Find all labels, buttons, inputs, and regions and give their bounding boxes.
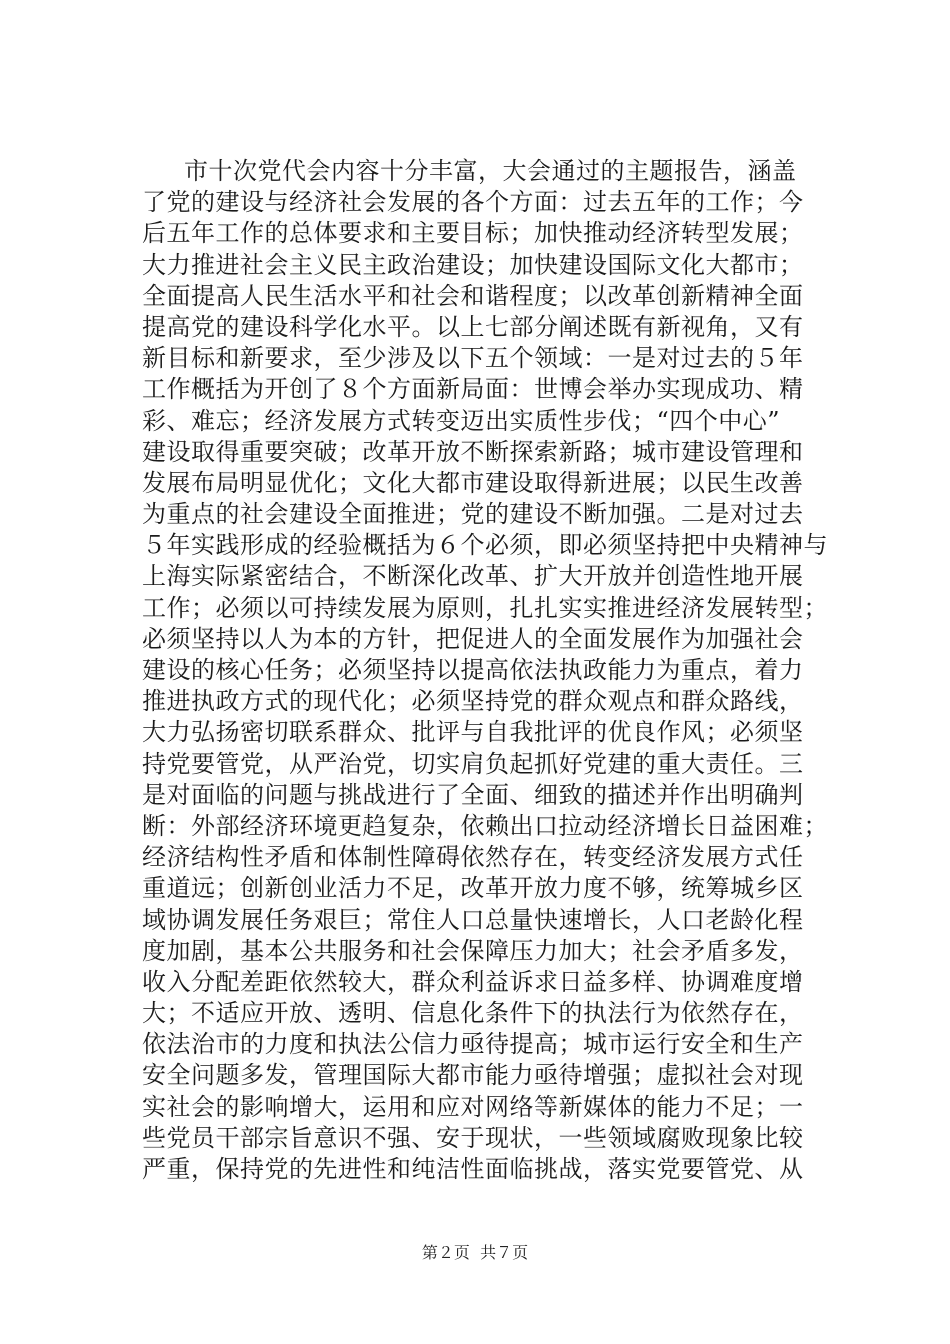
- paragraph-line: 建设取得重要突破；改革开放不断探索新路；城市建设管理和: [142, 437, 804, 466]
- paragraph-line: 为重点的社会建设全面推进；党的建设不断加强。二是对过去: [142, 500, 804, 529]
- paragraph-line: 后五年工作的总体要求和主要目标；加快推动经济转型发展；: [142, 219, 804, 248]
- page-footer: [0, 1243, 950, 1263]
- paragraph-line: 工作；必须以可持续发展为原则，扎扎实实推进经济发展转型；: [142, 593, 828, 622]
- paragraph-line: 些党员干部宗旨意识不强、安于现状，一些领域腐败现象比较: [142, 1123, 804, 1152]
- page-number: 第２页: [421, 1243, 470, 1262]
- paragraph-line: 工作概括为开创了８个方面新局面：世博会举办实现成功、精: [142, 375, 804, 404]
- page-total: 共７页: [480, 1243, 529, 1262]
- paragraph-line: 提高党的建设科学化水平。以上七部分阐述既有新视角，又有: [142, 312, 804, 341]
- paragraph-line: 了党的建设与经济社会发展的各个方面：过去五年的工作；今: [142, 188, 804, 217]
- paragraph-line: 发展布局明显优化；文化大都市建设取得新进展；以民生改善: [142, 468, 804, 497]
- paragraph-line: 大力推进社会主义民主政治建设；加快建设国际文化大都市；: [142, 250, 804, 279]
- paragraph-line: 实社会的影响增大，运用和应对网络等新媒体的能力不足；一: [142, 1092, 804, 1121]
- paragraph-line: 必须坚持以人为本的方针，把促进人的全面发展作为加强社会: [142, 624, 804, 653]
- paragraph-line: 建设的核心任务；必须坚持以提高依法执政能力为重点，着力: [142, 656, 804, 684]
- paragraph-line: 新目标和新要求，至少涉及以下五个领域：一是对过去的５年: [142, 344, 804, 373]
- paragraph-line: 断：外部经济环境更趋复杂，依赖出口拉动经济增长日益困难；: [142, 811, 828, 840]
- paragraph-line: 彩、难忘；经济发展方式转变迈出实质性步伐；“四个中心”: [142, 406, 781, 435]
- body-paragraph: [142, 156, 832, 1185]
- paragraph-line: 重道远；创新创业活力不足，改革开放力度不够，统筹城乡区: [142, 874, 804, 903]
- paragraph-line: 严重，保持党的先进性和纯洁性面临挑战，落实党要管党、从: [142, 1155, 804, 1183]
- paragraph-line: 是对面临的问题与挑战进行了全面、细致的描述并作出明确判: [142, 780, 804, 809]
- paragraph-line: 收入分配差距依然较大，群众利益诉求日益多样、协调难度增: [142, 967, 804, 996]
- paragraph-line: 持党要管党，从严治党，切实肩负起抓好党建的重大责任。三: [142, 749, 804, 778]
- paragraph-line: 经济结构性矛盾和体制性障碍依然存在，转变经济发展方式任: [142, 843, 804, 872]
- paragraph-line: 大力弘扬密切联系群众、批评与自我批评的优良作风；必须坚: [142, 718, 804, 747]
- paragraph-line: ５年实践形成的经验概括为６个必须，即必须坚持把中央精神与: [142, 531, 828, 560]
- paragraph-line: 大；不适应开放、透明、信息化条件下的执法行为依然存在，: [142, 999, 804, 1028]
- paragraph-line: 全面提高人民生活水平和社会和谐程度；以改革创新精神全面: [142, 281, 804, 310]
- paragraph-line: 推进执政方式的现代化；必须坚持党的群众观点和群众路线，: [142, 687, 804, 716]
- paragraph-line: 度加剧，基本公共服务和社会保障压力加大；社会矛盾多发，: [142, 936, 804, 965]
- paragraph-line: 市十次党代会内容十分丰富，大会通过的主题报告，涵盖: [184, 157, 797, 185]
- paragraph-line: 域协调发展任务艰巨；常住人口总量快速增长，人口老龄化程: [142, 905, 804, 934]
- paragraph-line: 安全问题多发，管理国际大都市能力亟待增强；虚拟社会对现: [142, 1061, 804, 1090]
- paragraph-line: 上海实际紧密结合，不断深化改革、扩大开放并创造性地开展: [142, 562, 804, 591]
- paragraph-line: 依法治市的力度和执法公信力亟待提高；城市运行安全和生产: [142, 1030, 804, 1059]
